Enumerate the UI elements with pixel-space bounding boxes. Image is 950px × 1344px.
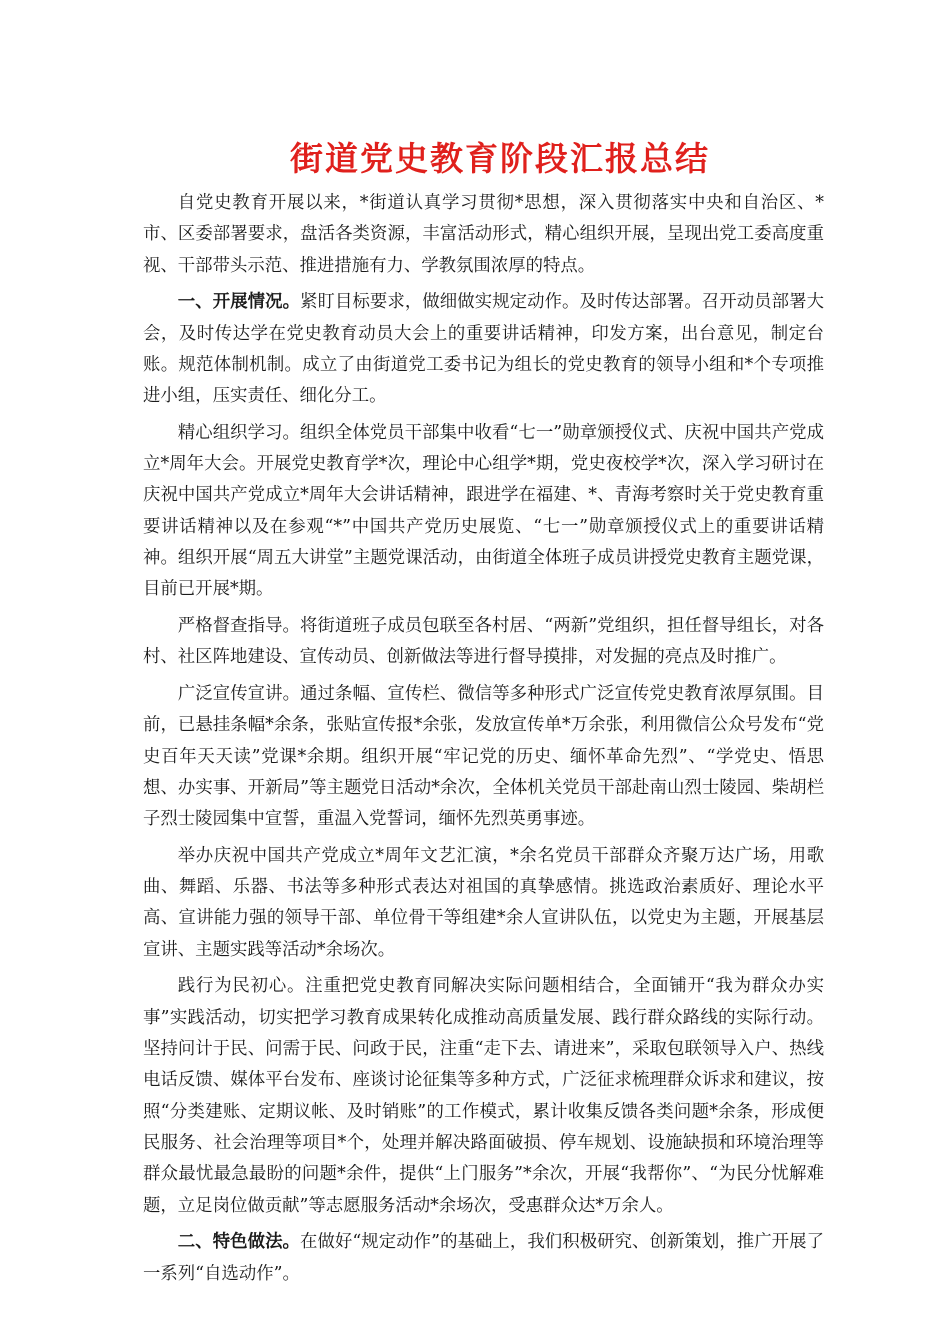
document-body xyxy=(143,188,824,1295)
paragraph-text: 举办庆祝中国共产党成立*周年文艺汇演，*余名党员干部群众齐聚万达广场，用歌曲、舞蹈、乐器、书法等多种形式表达对祖国的真挚感情。挑选政治素质好、理论水平高、宣讲能力强的领导干部、单位骨干等组建*余人宣讲队伍，以党史为主题，开展基层宣讲、主题实践等活动*余场次。 xyxy=(143,845,824,960)
paragraph-section-1 xyxy=(143,287,824,412)
paragraph-publicity xyxy=(143,679,824,835)
section-heading: 一、开展情况。 xyxy=(177,292,301,313)
paragraph-performance xyxy=(143,841,824,966)
paragraph-text: 广泛宣传宣讲。通过条幅、宣传栏、微信等多种形式广泛宣传党史教育浓厚氛围。目前，已悬挂条幅*余条，张贴宣传报*余张，发放宣传单*万余张，利用微信公众号发布“党史百年天天读”党课*余期。组织开展“牢记党的历史、缅怀革命先烈”、“学党史、悟思想、办实事、开新局”等主题党日活动*余次，全体机关党员干部赴南山烈士陵园、柴胡栏子烈士陵园集中宣誓，重温入党誓词，缅怀先烈英勇事迹。 xyxy=(143,684,824,830)
paragraph-intro xyxy=(143,188,824,282)
paragraph-text: 精心组织学习。组织全体党员干部集中收看“七一”勋章颁授仪式、庆祝中国共产党成立*周年大会。开展党史教育学*次，理论中心组学*期，党史夜校学*次，深入学习研讨在庆祝中国共产党成立*周年大会讲话精神，跟进学在福建、*、青海考察时关于党史教育重要讲话精神以及在参观“*”中国共产党历史展览、“七一”勋章颁授仪式上的重要讲话精神。组织开展“周五大讲堂”主题党课活动，由街道全体班子成员讲授党史教育主题党课，目前已开展*期。 xyxy=(143,422,824,600)
paragraph-text: 在做好“规定动作”的基础上，我们积极研究、创新策划，推广开展了一系列“自选动作”。 xyxy=(143,1232,824,1284)
document-title: 街道党史教育阶段汇报总结 xyxy=(290,139,710,178)
paragraph-text: 践行为民初心。注重把党史教育同解决实际问题相结合，全面铺开“我为群众办实事”实践活动，切实把学习教育成果转化成推动高质量发展、践行群众路线的实际行动。坚持问计于民、问需于民、问政于民，注重“走下去、请进来”，采取包联领导入户、热线电话反馈、媒体平台发布、座谈讨论征集等多种方式，广泛征求梳理群众诉求和建议，按照“分类建账、定期议帐、及时销账”的工作模式，累计收集反馈各类问题*余条，形成便民服务、社会治理等项目*个，处理并解决路面破损、停车规划、设施缺损和环境治理等群众最忧最急最盼的问题*余件，提供“上门服务”*余次，开展“我帮你”、“为民分忧解难题，立足岗位做贡献”等志愿服务活动*余场次，受惠群众达*万余人。 xyxy=(143,976,824,1216)
paragraph-text: 严格督查指导。将街道班子成员包联至各村居、“两新”党组织，担任督导组长，对各村、社区阵地建设、宣传动员、创新做法等进行督导摸排，对发掘的亮点及时推广。 xyxy=(143,616,824,668)
paragraph-section-2 xyxy=(143,1227,824,1290)
section-heading: 二、特色做法。 xyxy=(177,1232,300,1253)
paragraph-text: 自党史教育开展以来，*街道认真学习贯彻*思想，深入贯彻落实中央和自治区、*市、区委部署要求，盘活各类资源，丰富活动形式，精心组织开展，呈现出党工委高度重视、干部带头示范、推进措施有力、学教氛围浓厚的特点。 xyxy=(143,193,824,276)
paragraph-supervision xyxy=(143,611,824,674)
paragraph-study xyxy=(143,418,824,606)
paragraph-practice xyxy=(143,971,824,1221)
paragraph-text: 紧盯目标要求，做细做实规定动作。及时传达部署。召开动员部署大会，及时传达学在党史教育动员大会上的重要讲话精神，印发方案，出台意见，制定台账。规范体制机制。成立了由街道党工委书记为组长的党史教育的领导小组和*个专项推进小组，压实责任、细化分工。 xyxy=(143,292,824,407)
